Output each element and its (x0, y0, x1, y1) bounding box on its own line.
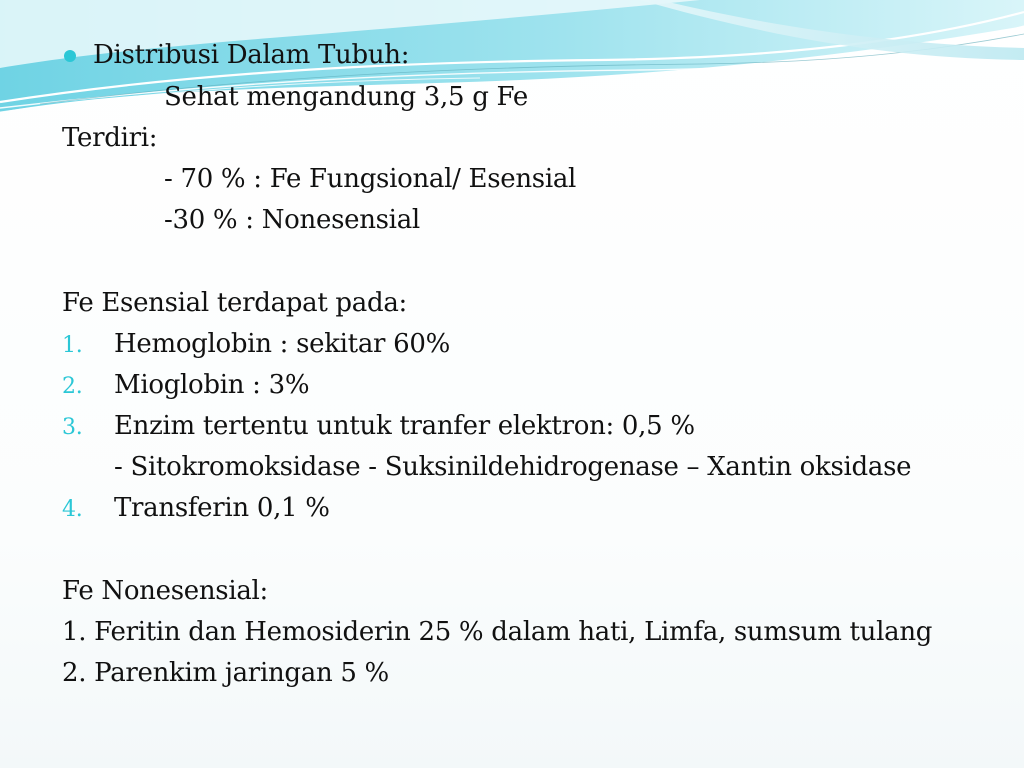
text-sehat: Sehat mengandung 3,5 g Fe (164, 82, 528, 112)
list-item-text: Hemoglobin : sekitar 60% (114, 329, 451, 359)
text-fungsional: - 70 % : Fe Fungsional/ Esensial (164, 164, 577, 194)
list-item-text: Enzim tertentu untuk tranfer elektron: 0,5 % (114, 411, 695, 441)
list-number: 1. (62, 333, 83, 358)
text-terdiri: Terdiri: (62, 123, 158, 153)
list-item (62, 411, 82, 443)
list-item (62, 493, 82, 525)
text-parenkim: 2. Parenkim jaringan 5 % (62, 658, 389, 688)
list-number: 2. (62, 374, 83, 399)
list-number: 4. (62, 497, 83, 522)
list-item-text: Mioglobin : 3% (114, 370, 310, 400)
heading-fe-esensial: Fe Esensial terdapat pada: (62, 288, 407, 318)
list-item (62, 370, 82, 402)
heading-fe-nonesensial: Fe Nonesensial: (62, 576, 269, 606)
list-number: 3. (62, 415, 83, 440)
text-enzim-list: - Sitokromoksidase - Suksinildehidrogenase – Xantin oksidase (114, 452, 912, 482)
text-nonesensial: -30 % : Nonesensial (164, 205, 420, 235)
list-item (62, 329, 82, 361)
bullet-dot-icon (64, 50, 76, 62)
heading-distribusi: Distribusi Dalam Tubuh: (93, 40, 410, 70)
wave-decoration (0, 0, 1024, 140)
list-item-text: Transferin 0,1 % (114, 493, 330, 523)
text-feritin: 1. Feritin dan Hemosiderin 25 % dalam hati, Limfa, sumsum tulang (62, 617, 933, 647)
